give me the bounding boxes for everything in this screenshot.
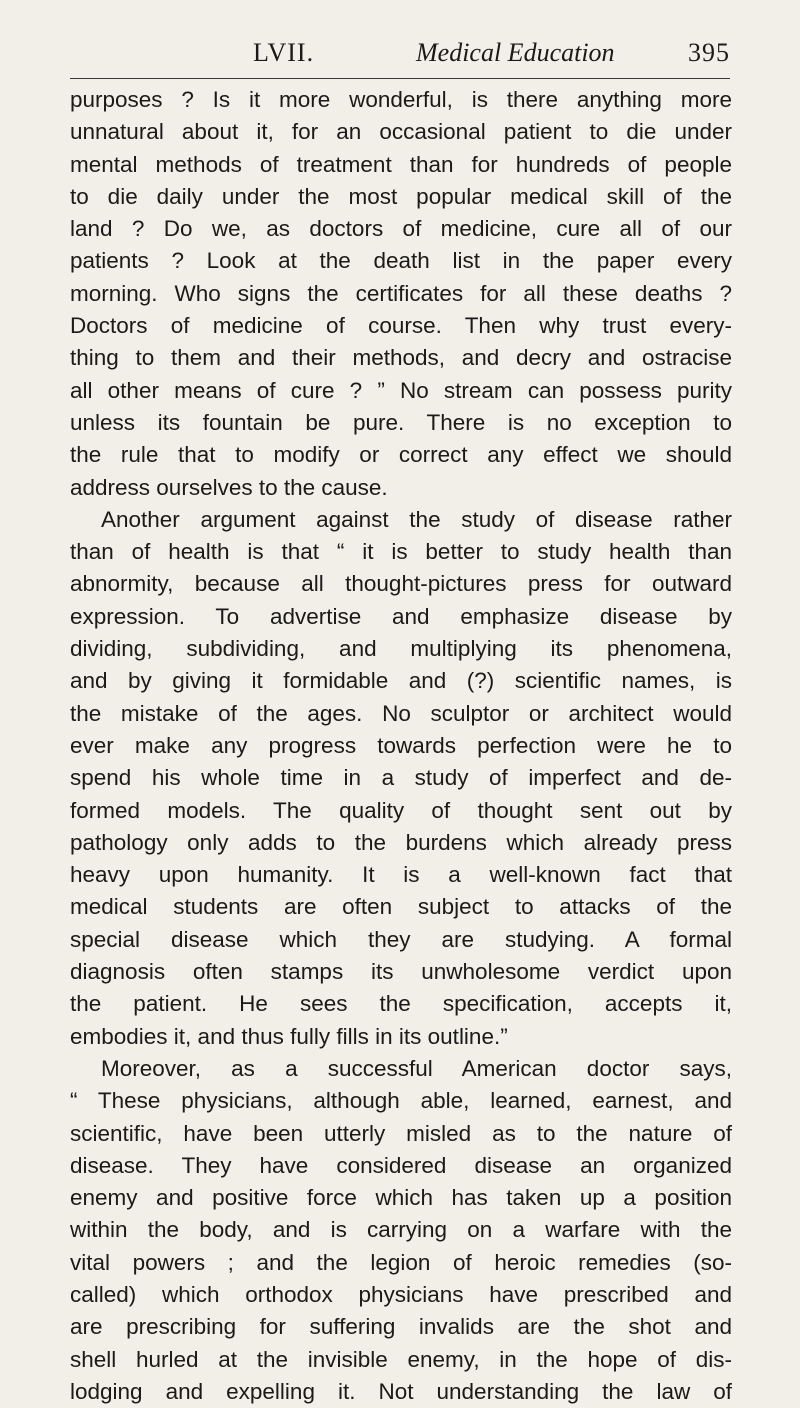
text-line: enemy and positive force which has taken up a position <box>70 1185 732 1211</box>
text-line: medical students are often subject to attacks of the <box>70 894 732 920</box>
text-line: than of health is that “ it is better to study health than <box>70 539 732 565</box>
text-line: to die daily under the most popular medical skill of the <box>70 183 732 209</box>
text-line: vital powers ; and the legion of heroic remedies (so- <box>70 1249 732 1275</box>
paragraph-first-line: Another argument against the study of disease rather <box>101 506 732 532</box>
text-line: are prescribing for suffering invalids are the shot and <box>70 1314 732 1340</box>
text-line: Doctors of medicine of course. Then why trust every- <box>70 313 732 339</box>
text-line: and by giving it formidable and (?) scientific names, is <box>70 668 732 694</box>
text-line: pathology only adds to the burdens which already press <box>70 829 732 855</box>
paragraph-first-line: Moreover, as a successful American doctor says, <box>101 1055 732 1081</box>
text-line: shell hurled at the invisible enemy, in the hope of dis- <box>70 1346 732 1372</box>
text-line: formed models. The quality of thought sent out by <box>70 797 732 823</box>
text-line: land ? Do we, as doctors of medicine, cure all of our <box>70 216 732 242</box>
text-line: thing to them and their methods, and decry and ostracise <box>70 345 732 371</box>
text-line: lodging and expelling it. Not understanding the law of <box>70 1378 732 1404</box>
text-line: expression. To advertise and emphasize disease by <box>70 603 732 629</box>
text-line: unless its fountain be pure. There is no exception to <box>70 409 732 435</box>
text-line: the patient. He sees the specification, accepts it, <box>70 991 732 1017</box>
text-line: within the body, and is carrying on a warfare with the <box>70 1217 732 1243</box>
text-line: special disease which they are studying. A formal <box>70 926 732 952</box>
text-line: mental methods of treatment than for hundreds of people <box>70 151 732 177</box>
header-rule <box>70 78 730 79</box>
text-line: ever make any progress towards perfection were he to <box>70 732 732 758</box>
text-line: diagnosis often stamps its unwholesome verdict upon <box>70 959 732 985</box>
paragraph-end-line: embodies it, and thus fully fills in its outline.” <box>70 1023 508 1049</box>
page-number: 395 <box>688 38 730 67</box>
text-line: scientific, have been utterly misled as to the nature of <box>70 1120 732 1146</box>
text-line: all other means of cure ? ” No stream can possess purity <box>70 377 732 403</box>
text-line: purposes ? Is it more wonderful, is there anything more <box>70 87 732 112</box>
text-line: dividing, subdividing, and multiplying its phenomena, <box>70 636 732 662</box>
body-text <box>70 84 732 1408</box>
running-head <box>70 30 730 76</box>
text-line: the mistake of the ages. No sculptor or architect would <box>70 700 732 726</box>
text-line: disease. They have considered disease an organized <box>70 1152 732 1178</box>
text-line: “ These physicians, although able, learned, earnest, and <box>70 1088 732 1114</box>
chapter-title: Medical Education <box>416 38 615 67</box>
text-line: unnatural about it, for an occasional patient to die under <box>70 119 732 145</box>
text-line: morning. Who signs the certificates for all these deaths ? <box>70 280 732 306</box>
text-line: called) which orthodox physicians have prescribed and <box>70 1281 732 1307</box>
text-line: the rule that to modify or correct any effect we should <box>70 442 732 468</box>
text-line: spend his whole time in a study of imperfect and de- <box>70 765 732 791</box>
text-line: heavy upon humanity. It is a well-known fact that <box>70 862 732 888</box>
chapter-number: LVII. <box>253 38 315 67</box>
text-line: abnormity, because all thought-pictures press for outward <box>70 571 732 597</box>
text-line: patients ? Look at the death list in the paper every <box>70 248 732 274</box>
paragraph-end-line: address ourselves to the cause. <box>70 474 388 500</box>
